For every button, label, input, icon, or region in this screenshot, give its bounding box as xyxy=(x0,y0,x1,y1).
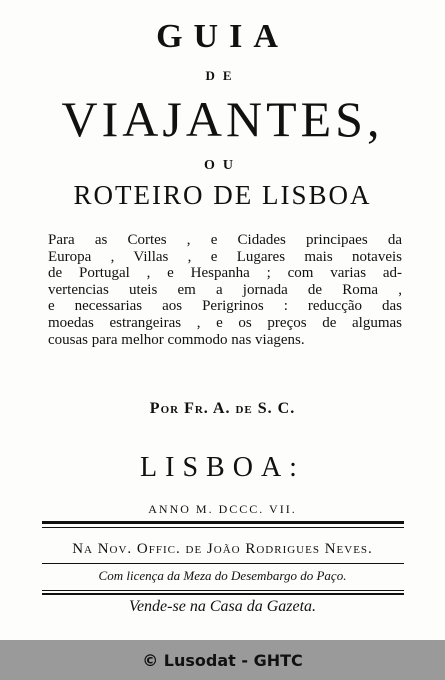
description-line: Para as Cortes , e Cidades principaes da xyxy=(48,232,402,248)
copyright-watermark: © Lusodat - GHTC xyxy=(0,640,445,680)
divider-rule xyxy=(42,563,404,564)
author-line xyxy=(0,400,445,418)
divider-rule xyxy=(42,527,404,528)
description-line: moedas estrangeiras , e os preços de algumas xyxy=(48,314,402,331)
divider-rule xyxy=(42,590,404,591)
description-line: Europa , Villas , e Lugares mais notaveis xyxy=(48,248,402,265)
title-de: DE xyxy=(205,68,240,83)
description-line: de Portugal , e Hespanha ; com varias ad- xyxy=(48,265,402,282)
description-line: cousas para melhor commodo nas viagens. xyxy=(48,331,305,348)
title-viajantes: VIAJANTES, xyxy=(61,91,384,147)
description-line: vertencias uteis em a jornada de Roma , xyxy=(48,281,402,298)
publication-year: ANNO M. DCCC. VII. xyxy=(148,502,297,516)
author-text: Por Fr. A. de S. C. xyxy=(149,400,296,417)
divider-rule xyxy=(42,521,404,524)
title-guia: GUIA xyxy=(156,18,289,55)
divider-rule xyxy=(42,593,404,595)
title-ou: OU xyxy=(204,158,241,173)
licence-line: Com licença da Meza do Desembargo do Paço. xyxy=(98,568,347,583)
description-paragraph xyxy=(48,232,402,348)
description-line: e necessarias aos Perigrinos : reducção das xyxy=(48,298,402,315)
sale-line: Vende-se na Casa da Gazeta. xyxy=(128,598,317,615)
printer-line: Na Nov. Offic. de João Rodrigues Neves. xyxy=(72,541,373,557)
title-roteiro: ROTEIRO DE LISBOA xyxy=(73,180,372,210)
city-name: LISBOA: xyxy=(140,452,305,483)
